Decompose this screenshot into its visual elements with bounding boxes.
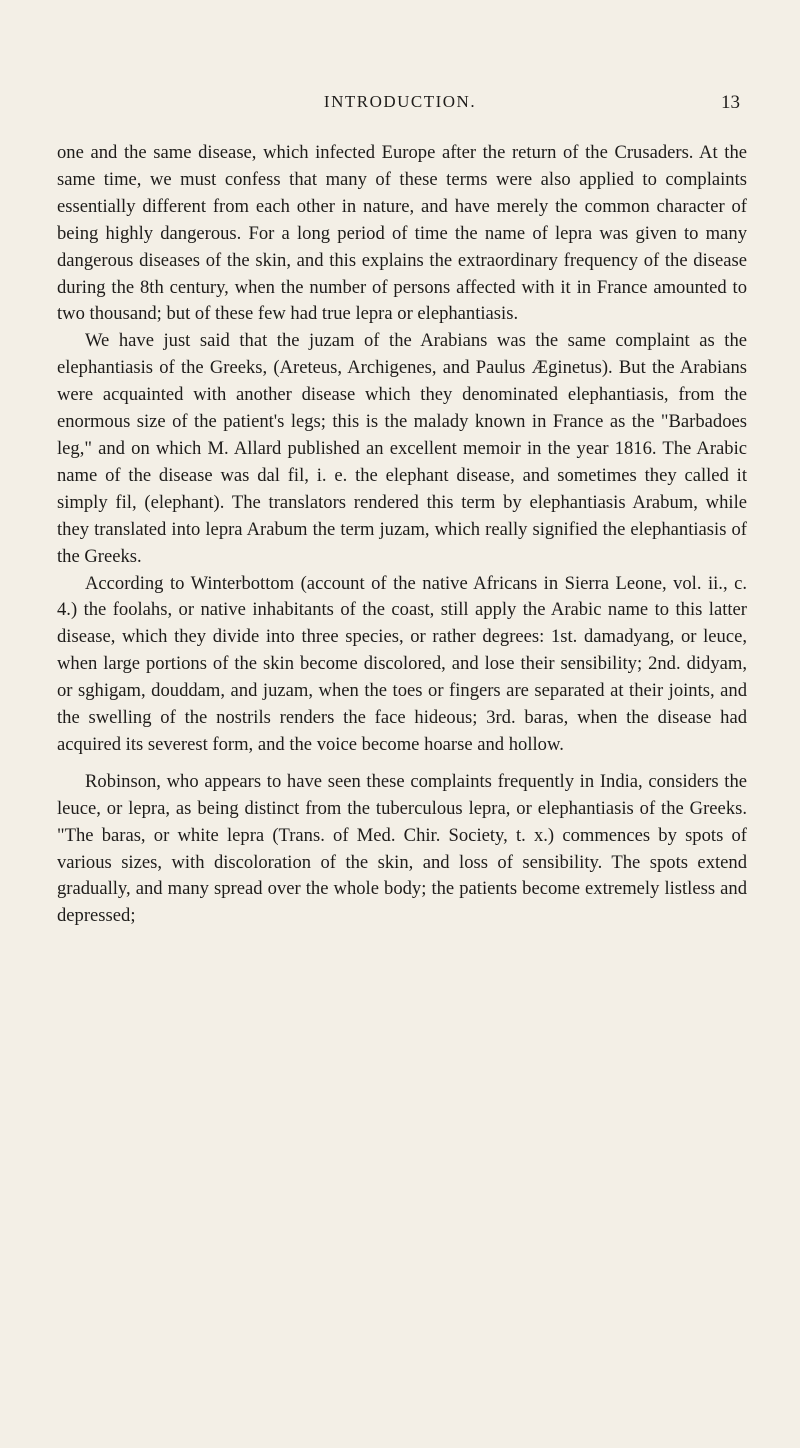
paragraph-1: one and the same disease, which infected Europe after the return of the Crusaders. At the same time, we must confess that many of these terms were also applied to complaints essentially different from each other in nature, and have merely the common character of being highly dangerous. For a long period of time the name of lepra was given to many dangerous diseases of the skin, and this explains the extraordinary frequency of the disease during the 8th century, when the number of persons affected with it in France amounted to two thousand; but of these few had true lepra or elephantiasis. <box>57 142 747 325</box>
page-number: 13 <box>721 92 740 113</box>
running-head <box>60 92 740 122</box>
paragraph-2: We have just said that the juzam of the Arabians was the same complaint as the elephantiasis of the Greeks, (Areteus, Archigenes, and Paulus Æginetus). But the Arabians were acquainted with another disease which they denominated elephantiasis, from the enormous size of the patient's legs; this is the malady known in France as the "Barbadoes leg," and on which M. Allard published an excellent memoir in the year 1816. The Arabic name of the disease was dal fil, i. e. the elephant disease, and sometimes they called it simply fil, (elephant). The translators rendered this term by elephantiasis Arabum, while they translated into lepra Arabum the term juzam, which really signified the elephantiasis of the Greeks. <box>57 330 747 567</box>
paragraph-4: Robinson, who appears to have seen these complaints frequently in India, considers the leuce, or lepra, as being distinct from the tuberculous lepra, or elephantiasis of the Greeks. "The baras, or white lepra (Trans. of Med. Chir. Society, t. x.) commences by spots of various sizes, with discoloration of the skin, and loss of sensibility. The spots extend gradually, and many spread over the whole body; the patients become extremely listless and depressed; <box>57 770 747 927</box>
running-title: INTRODUCTION. <box>323 92 477 111</box>
paragraph-3: According to Winterbottom (account of the native Africans in Sierra Leone, vol. ii., c. 4.) the foolahs, or native inhabitants of the coast, still apply the Arabic name to this latter disease, which they divide into three species, or rather degrees: 1st. damadyang, or leuce, when large portions of the skin become discolored, and lose their sensibility; 2nd. didyam, or sghigam, douddam, and juzam, when the toes or fingers are separated at their joints, and the swelling of the nostrils renders the face hideous; 3rd. baras, when the disease had acquired its severest form, and the voice become hoarse and hollow. <box>57 572 747 755</box>
body-text <box>57 140 747 930</box>
